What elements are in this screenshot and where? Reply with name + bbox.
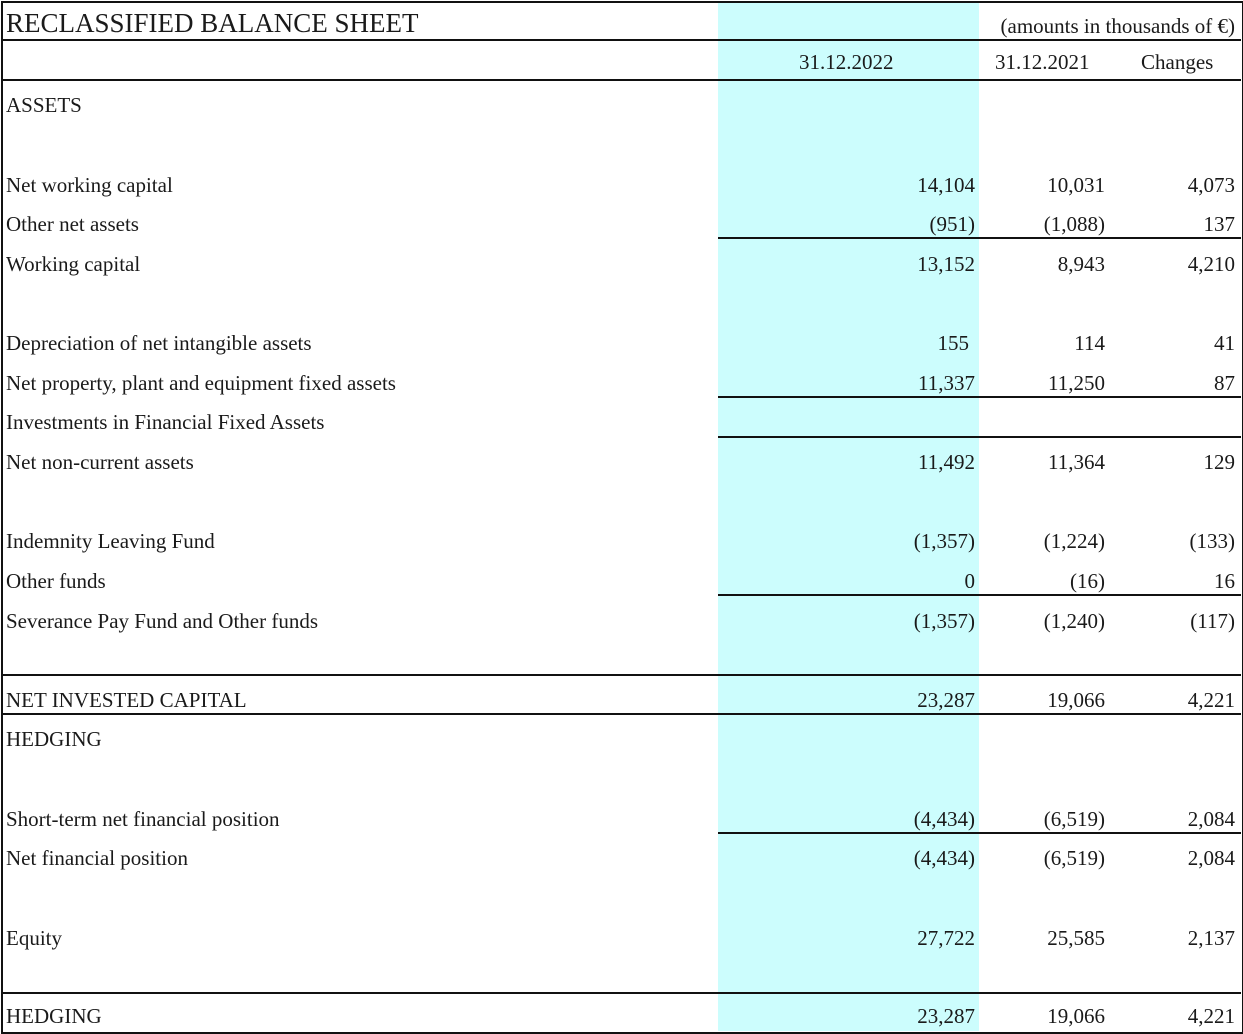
value-2021: (1,240) bbox=[1043, 609, 1105, 633]
row-label: HEDGING bbox=[6, 1004, 102, 1028]
value-change: 4,221 bbox=[1187, 1004, 1235, 1028]
row-label: Equity bbox=[6, 926, 62, 950]
row-label: Net working capital bbox=[6, 173, 173, 197]
row-label: ASSETS bbox=[6, 93, 82, 117]
value-2021: 19,066 bbox=[1047, 1004, 1105, 1028]
value-2021: 19,066 bbox=[1047, 688, 1105, 712]
value-change: 16 bbox=[1214, 569, 1235, 593]
value-2021: 11,364 bbox=[1048, 450, 1105, 474]
value-2021: 11,250 bbox=[1048, 371, 1105, 395]
value-2022: 11,492 bbox=[918, 450, 975, 474]
value-2021: (16) bbox=[1070, 569, 1105, 593]
row-label: HEDGING bbox=[6, 727, 102, 751]
value-2022: 155 bbox=[937, 331, 969, 355]
row-label: Investments in Financial Fixed Assets bbox=[6, 410, 325, 434]
value-2022: 14,104 bbox=[917, 173, 975, 197]
subtotal-rule bbox=[718, 594, 1241, 596]
row-label: Other net assets bbox=[6, 212, 139, 236]
rule-below-header bbox=[2, 79, 1241, 81]
value-change: 2,137 bbox=[1187, 926, 1235, 950]
rule-above-hedging-total bbox=[2, 992, 1241, 994]
subtotal-rule bbox=[718, 396, 1241, 398]
value-2022: (4,434) bbox=[913, 846, 975, 870]
row-label: Working capital bbox=[6, 252, 141, 276]
value-2021: 114 bbox=[1074, 331, 1105, 355]
rule-below-net-invested bbox=[2, 713, 1241, 715]
row-label: Net property, plant and equipment fixed assets bbox=[6, 371, 396, 395]
value-change: (133) bbox=[1189, 529, 1235, 553]
value-change: 4,221 bbox=[1187, 688, 1235, 712]
value-2021: (1,224) bbox=[1043, 529, 1105, 553]
value-change: 87 bbox=[1214, 371, 1235, 395]
value-change: 129 bbox=[1203, 450, 1235, 474]
value-2022: (1,357) bbox=[913, 609, 975, 633]
value-change: 137 bbox=[1203, 212, 1235, 236]
table-border bbox=[1, 1, 1243, 1034]
row-label: Indemnity Leaving Fund bbox=[6, 529, 215, 553]
row-label: Net financial position bbox=[6, 846, 188, 870]
value-change: 4,073 bbox=[1187, 173, 1235, 197]
row-label: Depreciation of net intangible assets bbox=[6, 331, 312, 355]
value-2022: (1,357) bbox=[913, 529, 975, 553]
column-header-2021: 31.12.2021 bbox=[995, 50, 1090, 74]
value-2022: 23,287 bbox=[917, 1004, 975, 1028]
current-year-highlight bbox=[718, 2, 979, 1031]
value-change: 2,084 bbox=[1187, 846, 1235, 870]
subtotal-rule bbox=[718, 237, 1241, 239]
value-2021: 10,031 bbox=[1047, 173, 1105, 197]
value-2022: 27,722 bbox=[917, 926, 975, 950]
rule-above-net-invested bbox=[2, 674, 1241, 676]
value-2021: (6,519) bbox=[1043, 807, 1105, 831]
row-label: Severance Pay Fund and Other funds bbox=[6, 609, 319, 633]
value-2022: 11,337 bbox=[918, 371, 975, 395]
value-2021: (6,519) bbox=[1043, 846, 1105, 870]
value-change: 41 bbox=[1214, 331, 1235, 355]
row-label: Other funds bbox=[6, 569, 106, 593]
value-2022: 0 bbox=[964, 569, 975, 593]
value-2022: (951) bbox=[929, 212, 975, 236]
value-2022: (4,434) bbox=[913, 807, 975, 831]
subtotal-rule bbox=[718, 436, 1241, 438]
value-2021: (1,088) bbox=[1043, 212, 1105, 236]
value-2021: 8,943 bbox=[1057, 252, 1105, 276]
value-change: 4,210 bbox=[1187, 252, 1235, 276]
column-header-changes: Changes bbox=[1141, 50, 1214, 74]
row-label: NET INVESTED CAPITAL bbox=[6, 688, 247, 712]
row-label: Net non-current assets bbox=[6, 450, 194, 474]
column-header-2022: 31.12.2022 bbox=[799, 50, 894, 74]
rule-below-title bbox=[2, 39, 1241, 41]
amount-units-note: (amounts in thousands of €) bbox=[1000, 14, 1235, 38]
value-change: 2,084 bbox=[1187, 807, 1235, 831]
row-label: Short-term net financial position bbox=[6, 807, 280, 831]
value-change: (117) bbox=[1190, 609, 1235, 633]
subtotal-rule bbox=[718, 832, 1241, 834]
sheet-title: RECLASSIFIED BALANCE SHEET bbox=[6, 8, 419, 38]
value-2022: 13,152 bbox=[917, 252, 975, 276]
value-2022: 23,287 bbox=[917, 688, 975, 712]
value-2021: 25,585 bbox=[1047, 926, 1105, 950]
